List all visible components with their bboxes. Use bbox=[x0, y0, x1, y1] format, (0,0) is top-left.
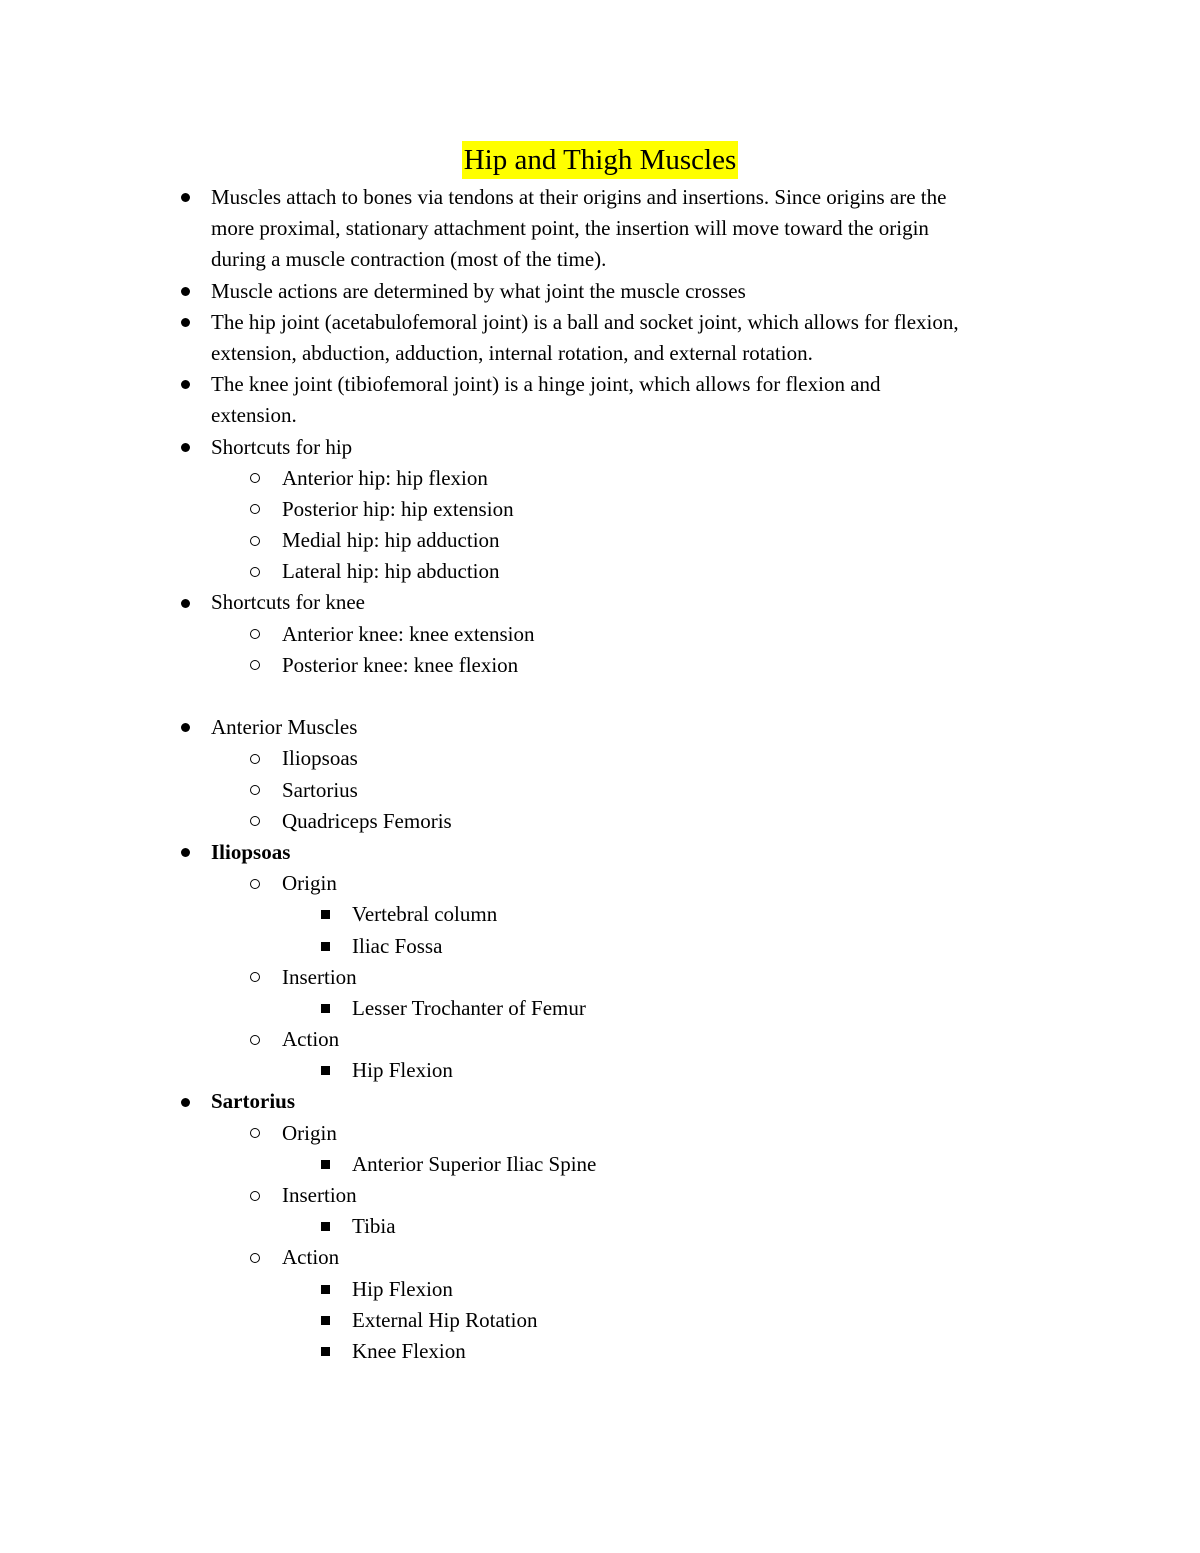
muscle-heading-iliopsoas: Iliopsoas bbox=[211, 839, 291, 864]
sub-sub-list-item bbox=[0, 1274, 1200, 1305]
bullet-square-icon bbox=[316, 1336, 334, 1367]
sub-sub-list-item bbox=[0, 931, 1200, 962]
sub-list-item-text: Sartorius bbox=[282, 777, 358, 802]
bullet-square-icon bbox=[316, 993, 334, 1024]
list-item-text: extension. bbox=[211, 403, 297, 428]
sub-list-item bbox=[0, 1180, 1200, 1211]
bullet-circle-icon bbox=[246, 619, 264, 650]
bullet-dot-icon bbox=[176, 432, 194, 463]
sub-list-item bbox=[0, 775, 1200, 806]
sub-list-item-text: Lateral hip: hip abduction bbox=[282, 559, 500, 584]
sub-list-item-text: Posterior hip: hip extension bbox=[282, 496, 514, 521]
bullet-dot-icon bbox=[176, 369, 194, 400]
bullet-square-icon bbox=[316, 931, 334, 962]
list-item-continuation bbox=[0, 213, 1200, 244]
list-item-continuation bbox=[0, 244, 1200, 275]
sub-list-item bbox=[0, 1118, 1200, 1149]
bullet-circle-icon bbox=[246, 525, 264, 556]
list-item-text: The knee joint (tibiofemoral joint) is a hinge joint, which allows for flexion and bbox=[211, 372, 881, 397]
bullet-dot-icon bbox=[176, 307, 194, 338]
list-item bbox=[0, 432, 1200, 463]
bullet-dot-icon bbox=[176, 712, 194, 743]
sub-sub-list-item bbox=[0, 993, 1200, 1024]
sub-list-item-text: Posterior knee: knee flexion bbox=[282, 652, 519, 677]
list-item bbox=[0, 837, 1200, 868]
sub-sub-list-item-text: Hip Flexion bbox=[352, 1058, 453, 1083]
list-item-continuation bbox=[0, 338, 1200, 369]
sub-list-item-text: Medial hip: hip adduction bbox=[282, 528, 500, 553]
sub-list-item bbox=[0, 556, 1200, 587]
list-item bbox=[0, 307, 1200, 338]
sub-list-item-text: Anterior hip: hip flexion bbox=[282, 465, 488, 490]
sub-sub-list-item-text: Vertebral column bbox=[352, 902, 498, 927]
bullet-circle-icon bbox=[246, 775, 264, 806]
bullet-circle-icon bbox=[246, 1118, 264, 1149]
sub-list-item-text: Action bbox=[282, 1027, 340, 1052]
sub-sub-list-item bbox=[0, 1336, 1200, 1367]
title-row bbox=[0, 141, 1200, 184]
list-item-text: Anterior Muscles bbox=[211, 715, 358, 740]
list-item-text: Shortcuts for hip bbox=[211, 434, 353, 459]
bullet-dot-icon bbox=[176, 276, 194, 307]
sub-list-item bbox=[0, 650, 1200, 681]
bullet-dot-icon bbox=[176, 182, 194, 213]
bullet-square-icon bbox=[316, 1055, 334, 1086]
list-item-continuation bbox=[0, 400, 1200, 431]
bullet-circle-icon bbox=[246, 556, 264, 587]
sub-list-item-text: Quadriceps Femoris bbox=[282, 808, 452, 833]
sub-sub-list-item bbox=[0, 1055, 1200, 1086]
sub-list-item bbox=[0, 806, 1200, 837]
bullet-dot-icon bbox=[176, 587, 194, 618]
bullet-circle-icon bbox=[246, 743, 264, 774]
sub-list-item-text: Insertion bbox=[282, 964, 357, 989]
bullet-circle-icon bbox=[246, 962, 264, 993]
list-item-text: extension, abduction, adduction, internal rotation, and external rotation. bbox=[211, 340, 813, 365]
muscle-heading-sartorius: Sartorius bbox=[211, 1089, 295, 1114]
sub-sub-list-item-text: Anterior Superior Iliac Spine bbox=[352, 1151, 597, 1176]
bullet-circle-icon bbox=[246, 650, 264, 681]
list-item-text: during a muscle contraction (most of the time). bbox=[211, 247, 607, 272]
bullet-circle-icon bbox=[246, 806, 264, 837]
sub-list-item-text: Insertion bbox=[282, 1183, 357, 1207]
list-item-text: The hip joint (acetabulofemoral joint) is a ball and socket joint, which allows for flexion, bbox=[211, 309, 959, 334]
list-item bbox=[0, 712, 1200, 743]
sub-list-item-text: Action bbox=[282, 1245, 340, 1270]
blank-line bbox=[0, 681, 1200, 712]
bullet-dot-icon bbox=[176, 837, 194, 868]
bullet-circle-icon bbox=[246, 1180, 264, 1211]
sub-sub-list-item bbox=[0, 899, 1200, 930]
bullet-circle-icon bbox=[246, 463, 264, 494]
sub-list-item bbox=[0, 525, 1200, 556]
list-item-text: more proximal, stationary attachment point, the insertion will move toward the origin bbox=[211, 216, 929, 241]
bullet-square-icon bbox=[316, 899, 334, 930]
sub-sub-list-item bbox=[0, 1149, 1200, 1180]
list-item bbox=[0, 1086, 1200, 1117]
sub-sub-list-item-text: Knee Flexion bbox=[352, 1338, 466, 1363]
bullet-dot-icon bbox=[176, 1086, 194, 1117]
sub-sub-list-item bbox=[0, 1211, 1200, 1242]
bullet-list bbox=[0, 182, 1200, 1367]
sub-list-item bbox=[0, 494, 1200, 525]
sub-list-item bbox=[0, 962, 1200, 993]
bullet-square-icon bbox=[316, 1211, 334, 1242]
sub-sub-list-item-text: Iliac Fossa bbox=[352, 933, 443, 958]
sub-list-item-text: Origin bbox=[282, 1120, 337, 1145]
list-item bbox=[0, 369, 1200, 400]
sub-list-item bbox=[0, 868, 1200, 899]
list-item-text: Muscles attach to bones via tendons at their origins and insertions. Since origins are the bbox=[211, 185, 947, 209]
sub-list-item-text: Iliopsoas bbox=[282, 746, 358, 771]
sub-sub-list-item bbox=[0, 1305, 1200, 1336]
list-item-text: Shortcuts for knee bbox=[211, 590, 365, 615]
sub-list-item bbox=[0, 619, 1200, 650]
bullet-circle-icon bbox=[246, 1242, 264, 1273]
list-item bbox=[0, 587, 1200, 618]
sub-list-item bbox=[0, 1024, 1200, 1055]
sub-list-item-text: Origin bbox=[282, 871, 337, 896]
bullet-square-icon bbox=[316, 1149, 334, 1180]
sub-sub-list-item-text: External Hip Rotation bbox=[352, 1307, 538, 1332]
list-item bbox=[0, 276, 1200, 307]
sub-sub-list-item-text: Lesser Trochanter of Femur bbox=[352, 995, 586, 1020]
sub-list-item-text: Anterior knee: knee extension bbox=[282, 621, 535, 646]
bullet-square-icon bbox=[316, 1274, 334, 1305]
list-item-text: Muscle actions are determined by what joint the muscle crosses bbox=[211, 278, 746, 303]
bullet-circle-icon bbox=[246, 494, 264, 525]
sub-sub-list-item-text: Tibia bbox=[352, 1214, 396, 1239]
sub-list-item bbox=[0, 463, 1200, 494]
bullet-square-icon bbox=[316, 1305, 334, 1336]
bullet-circle-icon bbox=[246, 1024, 264, 1055]
page-title: Hip and Thigh Muscles bbox=[462, 141, 739, 179]
sub-list-item bbox=[0, 743, 1200, 774]
sub-list-item bbox=[0, 1242, 1200, 1273]
sub-sub-list-item-text: Hip Flexion bbox=[352, 1276, 453, 1301]
bullet-circle-icon bbox=[246, 868, 264, 899]
list-item bbox=[0, 182, 1200, 213]
